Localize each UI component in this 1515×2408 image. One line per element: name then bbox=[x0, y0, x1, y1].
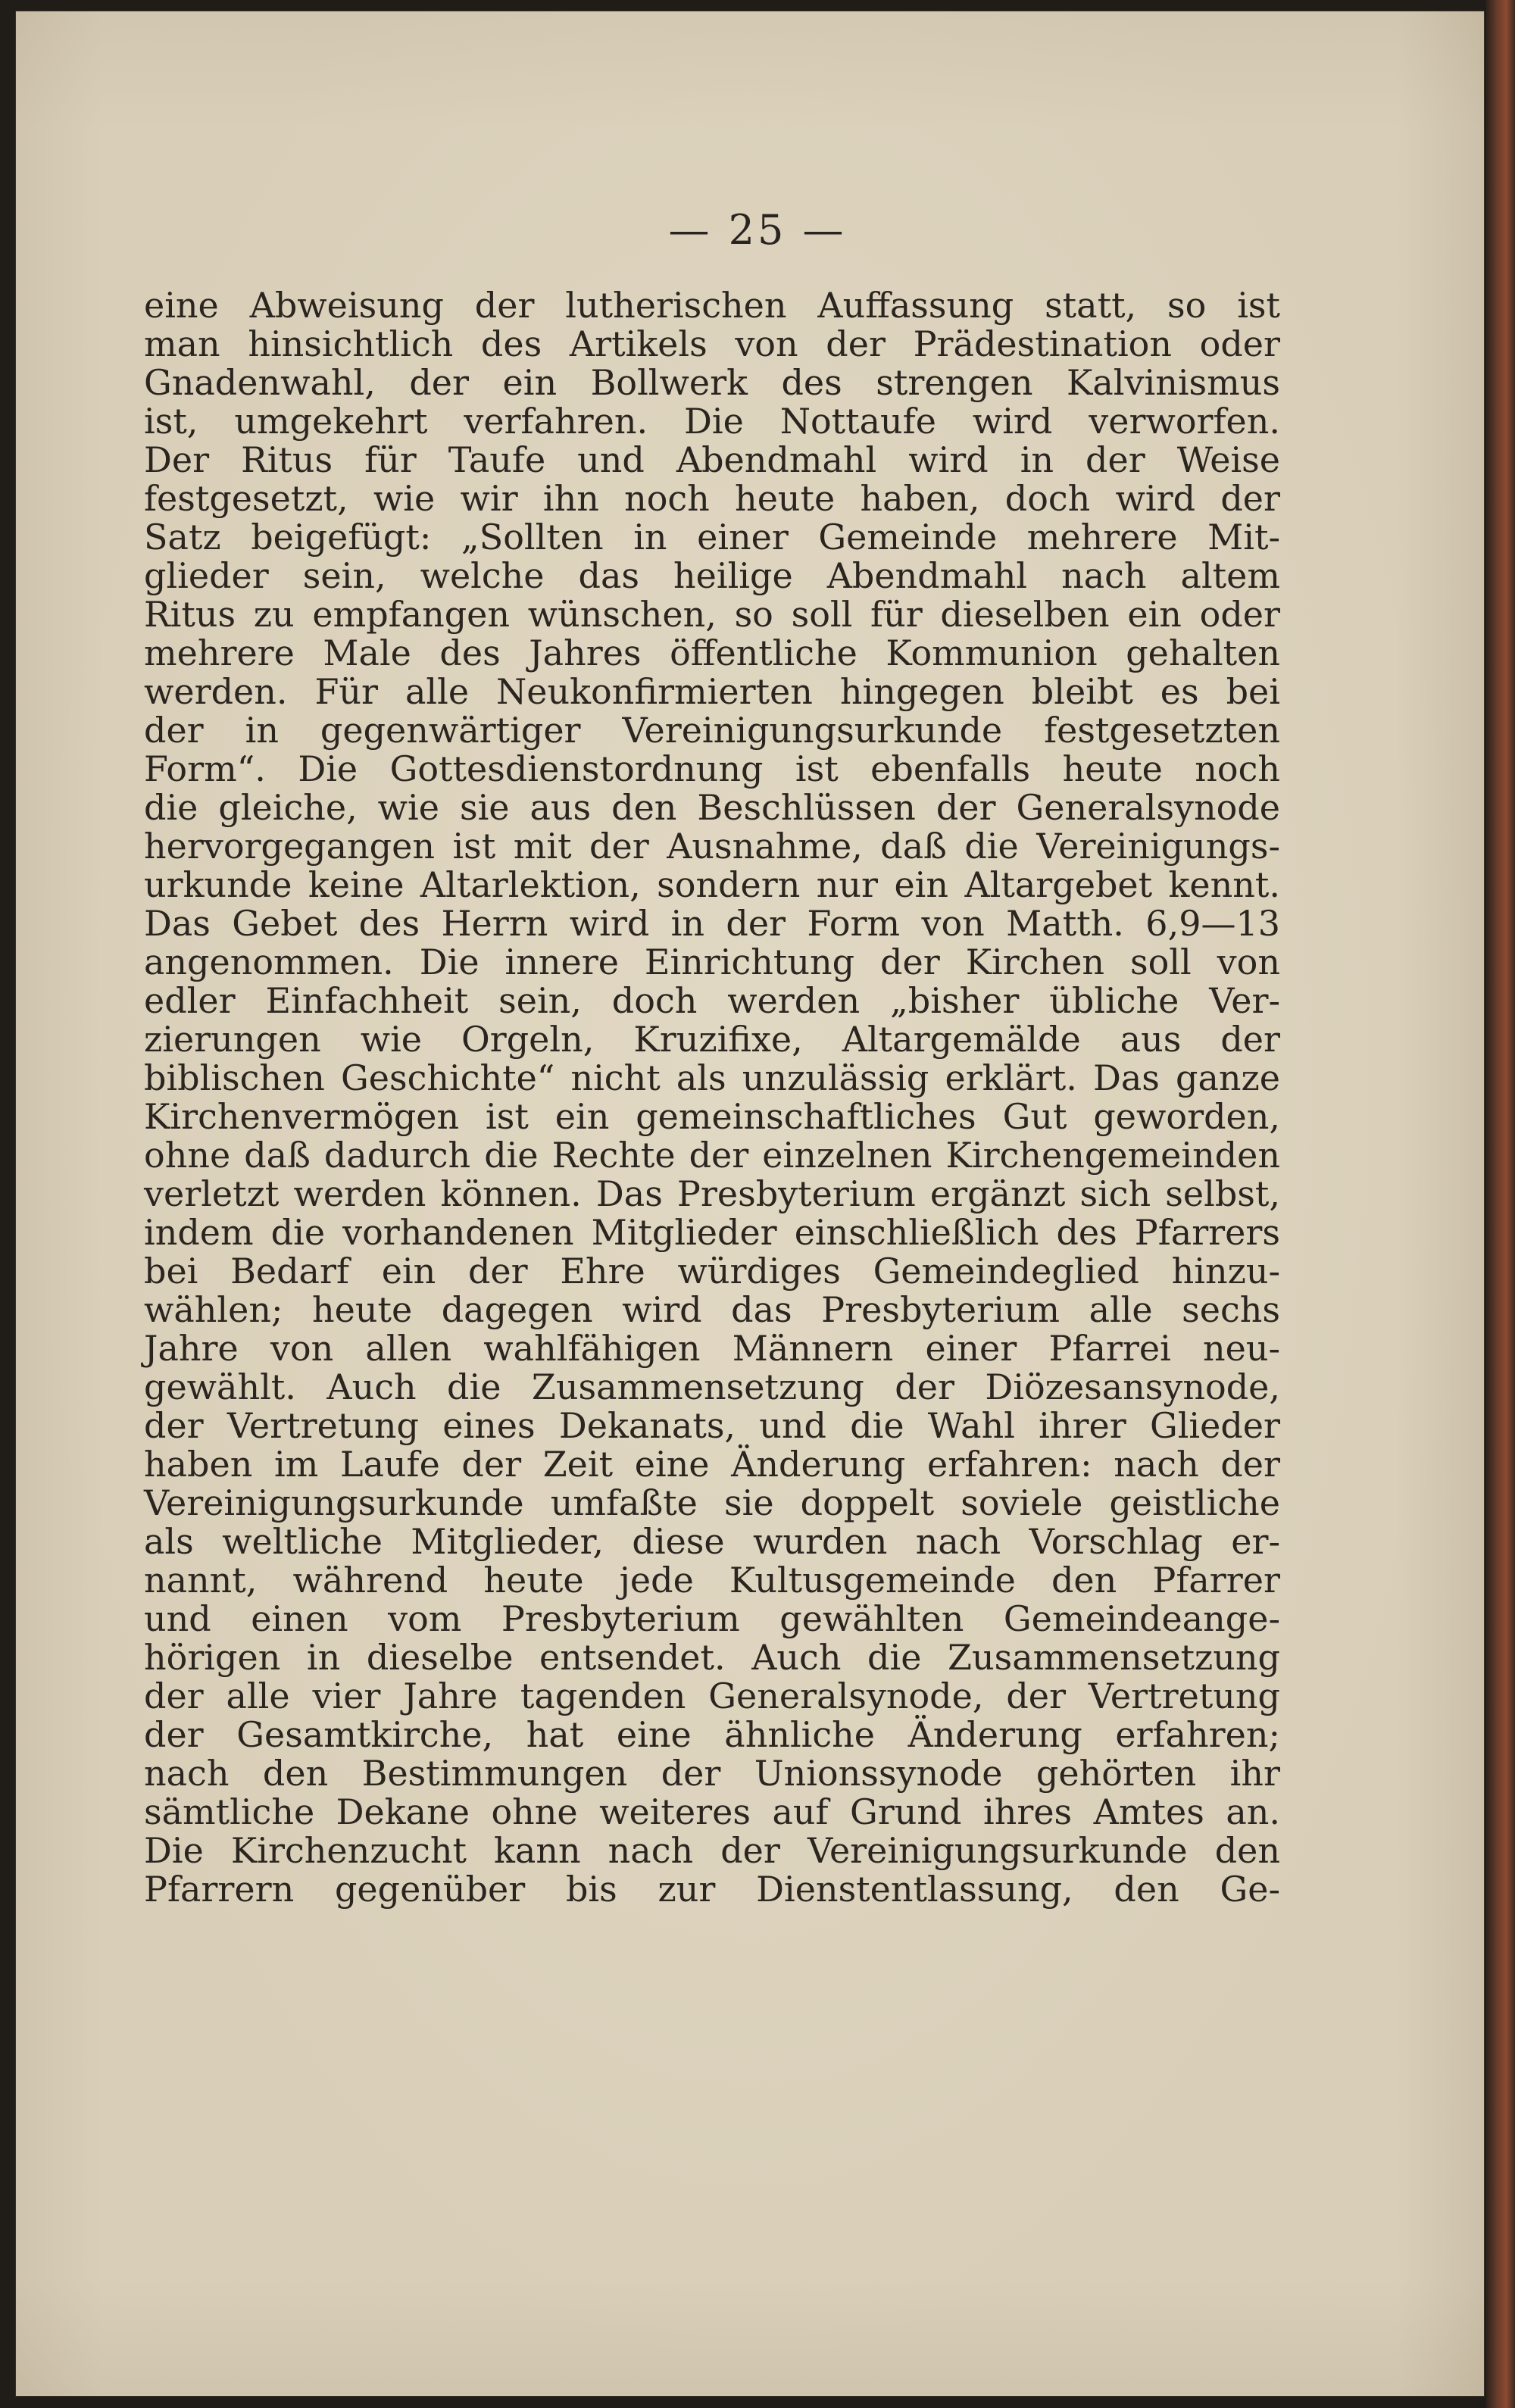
text-line: nannt, während heute jede Kultusgemeinde den Pfarrer bbox=[144, 1560, 1280, 1601]
text-line: Die Kirchenzucht kann nach der Vereinigungsurkunde den bbox=[144, 1830, 1280, 1871]
text-line: verletzt werden können. Das Presbyterium ergänzt sich selbst, bbox=[144, 1173, 1280, 1214]
book-binding-edge bbox=[1486, 0, 1515, 2408]
text-line: biblischen Geschichte“ nicht als unzulässig erklärt. Das ganze bbox=[144, 1057, 1280, 1098]
body-text bbox=[144, 286, 1280, 2347]
text-line: hörigen in dieselbe entsendet. Auch die Zusammensetzung bbox=[144, 1637, 1280, 1678]
text-line: und einen vom Presbyterium gewählten Gemeindeange- bbox=[144, 1598, 1280, 1639]
text-line: Pfarrern gegenüber bis zur Dienstentlassung, den Ge- bbox=[144, 1869, 1280, 1910]
text-line: ohne daß dadurch die Rechte der einzelnen Kirchengemeinden bbox=[144, 1135, 1280, 1176]
text-line: Vereinigungsurkunde umfaßte sie doppelt soviele geistliche bbox=[144, 1482, 1280, 1523]
text-line: Gnadenwahl, der ein Bollwerk des strengen Kalvinismus bbox=[144, 362, 1280, 403]
text-line: bei Bedarf ein der Ehre würdiges Gemeindeglied hinzu- bbox=[144, 1251, 1280, 1291]
text-line: sämtliche Dekane ohne weiteres auf Grund ihres Amtes an. bbox=[144, 1791, 1280, 1832]
text-line: der Vertretung eines Dekanats, und die Wahl ihrer Glieder bbox=[144, 1405, 1280, 1446]
text-line: der in gegenwärtiger Vereinigungsurkunde festgesetzten bbox=[144, 710, 1280, 751]
text-line: indem die vorhandenen Mitglieder einschließlich des Pfarrers bbox=[144, 1212, 1280, 1253]
text-line: Form“. Die Gottesdienstordnung ist ebenfalls heute noch bbox=[144, 748, 1280, 789]
text-line: angenommen. Die innere Einrichtung der Kirchen soll von bbox=[144, 942, 1280, 982]
text-line: Der Ritus für Taufe und Abendmahl wird in der Weise bbox=[144, 439, 1280, 480]
text-line: die gleiche, wie sie aus den Beschlüssen der Generalsynode bbox=[144, 787, 1280, 828]
text-line: als weltliche Mitglieder, diese wurden nach Vorschlag er- bbox=[144, 1521, 1280, 1562]
text-line: der Gesamtkirche, hat eine ähnliche Änderung erfahren; bbox=[144, 1714, 1280, 1755]
text-line: festgesetzt, wie wir ihn noch heute haben, doch wird der bbox=[144, 478, 1280, 519]
text-line: Satz beigefügt: „Sollten in einer Gemeinde mehrere Mit- bbox=[144, 517, 1280, 557]
text-line: der alle vier Jahre tagenden Generalsynode, der Vertretung bbox=[144, 1676, 1280, 1716]
text-line: gewählt. Auch die Zusammensetzung der Diözesansynode, bbox=[144, 1366, 1280, 1407]
text-line: urkunde keine Altarlektion, sondern nur ein Altargebet kennt. bbox=[144, 864, 1280, 905]
text-line: edler Einfachheit sein, doch werden „bisher übliche Ver- bbox=[144, 980, 1280, 1021]
text-line: man hinsichtlich des Artikels von der Prädestination oder bbox=[144, 323, 1280, 364]
text-line: nach den Bestimmungen der Unionssynode gehörten ihr bbox=[144, 1753, 1280, 1794]
text-line: Jahre von allen wahlfähigen Männern einer Pfarrei neu- bbox=[144, 1328, 1280, 1369]
text-line: eine Abweisung der lutherischen Auffassung statt, so ist bbox=[144, 285, 1280, 326]
text-line: Ritus zu empfangen wünschen, so soll für dieselben ein oder bbox=[144, 594, 1280, 635]
text-line: Das Gebet des Herrn wird in der Form von Matth. 6,9—13 bbox=[144, 903, 1280, 944]
text-line: haben im Laufe der Zeit eine Änderung erfahren: nach der bbox=[144, 1444, 1280, 1485]
text-line: hervorgegangen ist mit der Ausnahme, daß die Vereinigungs- bbox=[144, 826, 1280, 867]
text-line: wählen; heute dagegen wird das Presbyterium alle sechs bbox=[144, 1289, 1280, 1330]
text-line: Kirchenvermögen ist ein gemeinschaftliches Gut geworden, bbox=[144, 1096, 1280, 1137]
text-line: mehrere Male des Jahres öffentliche Kommunion gehalten bbox=[144, 632, 1280, 673]
text-line: glieder sein, welche das heilige Abendmahl nach altem bbox=[144, 555, 1280, 596]
page-number: — 25 — bbox=[668, 206, 847, 254]
text-line: werden. Für alle Neukonfirmierten hingegen bleibt es bei bbox=[144, 671, 1280, 712]
text-line: zierungen wie Orgeln, Kruzifixe, Altargemälde aus der bbox=[144, 1019, 1280, 1060]
text-line: ist, umgekehrt verfahren. Die Nottaufe wird verworfen. bbox=[144, 401, 1280, 442]
